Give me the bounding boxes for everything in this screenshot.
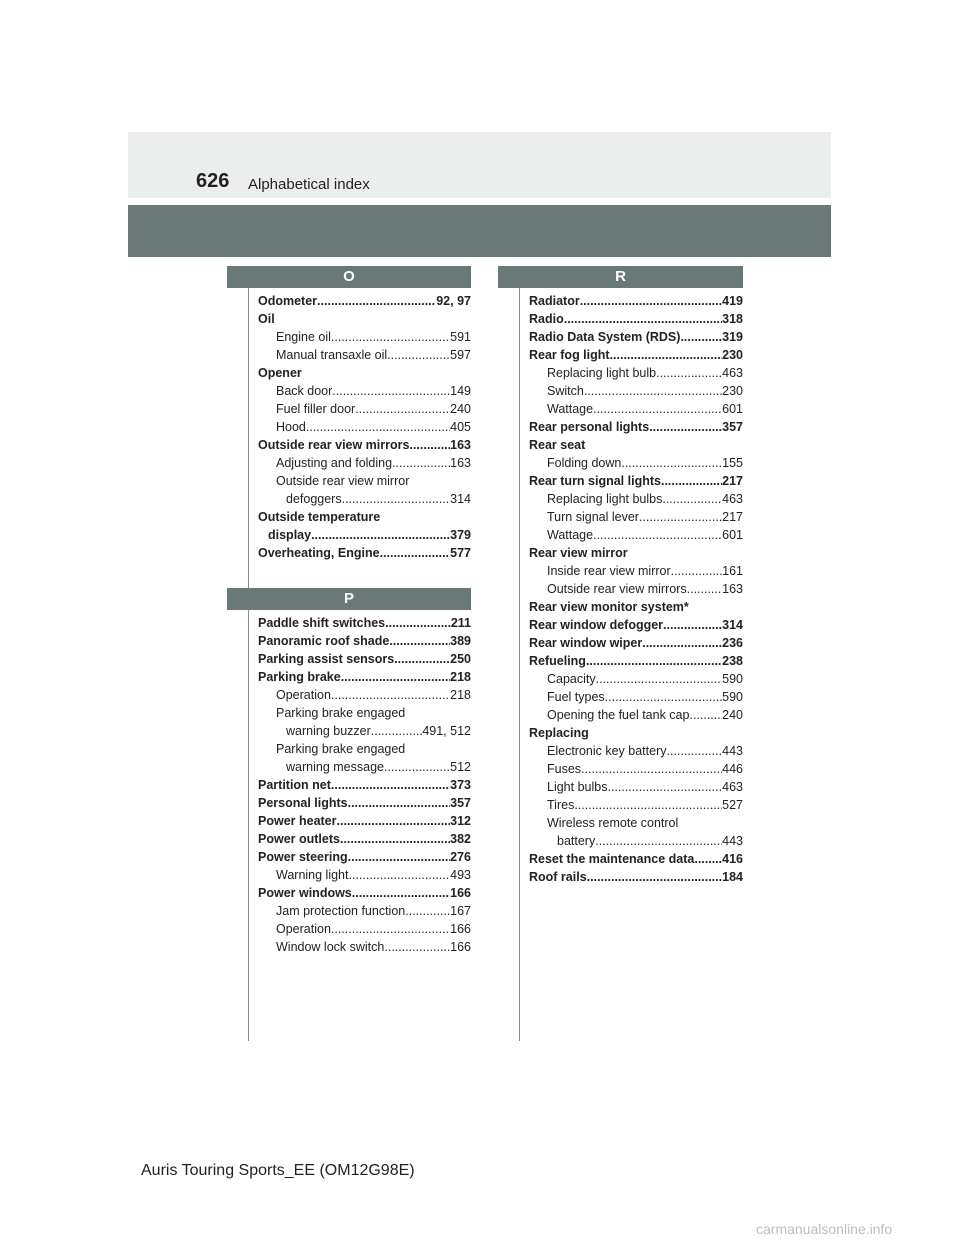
page-reference[interactable]: 379	[450, 528, 471, 542]
index-term: warning buzzer	[286, 724, 371, 738]
index-term: Rear personal lights	[529, 420, 650, 434]
index-entry[interactable]	[529, 868, 743, 886]
dot-leader	[564, 310, 722, 328]
page-reference[interactable]: 357	[722, 420, 743, 434]
dot-leader	[342, 490, 451, 508]
page-reference[interactable]: 318	[722, 312, 743, 326]
page-reference[interactable]: 405	[450, 420, 471, 434]
header-title: Alphabetical index	[248, 176, 370, 193]
index-subentry-continued[interactable]	[258, 490, 471, 508]
index-term: Power heater	[258, 814, 337, 828]
index-term: Hood	[276, 420, 306, 434]
dot-leader	[639, 508, 722, 526]
index-subentry	[258, 704, 471, 722]
index-subentry[interactable]	[529, 760, 743, 778]
index-subentry	[258, 740, 471, 758]
index-subentry-continued[interactable]	[529, 832, 743, 850]
index-term: Fuel types	[547, 690, 605, 704]
dot-leader	[384, 758, 450, 776]
index-entry[interactable]	[258, 650, 471, 668]
page-reference[interactable]: 590	[722, 672, 743, 686]
index-term: Engine oil	[276, 330, 331, 344]
dot-leader	[341, 668, 450, 686]
index-term: Panoramic roof shade	[258, 634, 390, 648]
dot-leader	[689, 706, 722, 724]
section-r-entries	[498, 292, 743, 886]
page-reference[interactable]: 218	[450, 688, 471, 702]
dot-leader	[667, 742, 723, 760]
index-term: Rear seat	[529, 438, 586, 452]
page-reference[interactable]: 161	[722, 564, 743, 578]
dot-leader	[587, 868, 722, 886]
index-term: Outside temperature	[258, 510, 381, 524]
page-reference[interactable]: 463	[722, 492, 743, 506]
index-subentry	[529, 814, 743, 832]
index-subentry[interactable]	[529, 490, 743, 508]
index-entry	[258, 364, 471, 382]
dot-leader	[387, 346, 450, 364]
dot-leader	[662, 490, 722, 508]
index-subentry[interactable]	[529, 400, 743, 418]
page-reference[interactable]: 166	[450, 922, 471, 936]
dot-leader	[405, 902, 450, 920]
page-reference[interactable]: 211	[450, 616, 471, 630]
index-term: Radio Data System (RDS)	[529, 330, 681, 344]
page-reference[interactable]: 314	[722, 618, 743, 632]
dot-leader	[596, 670, 723, 688]
page-reference[interactable]: 443	[722, 834, 743, 848]
index-subentry[interactable]	[258, 866, 471, 884]
index-entry[interactable]	[529, 346, 743, 364]
page-reference[interactable]: 601	[722, 528, 743, 542]
index-entry[interactable]	[529, 634, 743, 652]
dot-leader	[593, 526, 722, 544]
index-term: Outside rear view mirrors	[258, 438, 410, 452]
index-subentry-continued[interactable]	[258, 722, 471, 740]
index-term: Reset the maintenance data	[529, 852, 695, 866]
index-term: Rear window defogger	[529, 618, 664, 632]
page-reference[interactable]: 163	[450, 456, 471, 470]
section-p-entries	[227, 614, 471, 956]
index-subentry-continued[interactable]	[258, 758, 471, 776]
page-reference[interactable]: 357	[450, 796, 471, 810]
dot-leader	[331, 776, 450, 794]
section-header-r: R	[498, 266, 743, 288]
page-reference[interactable]: 590	[722, 690, 743, 704]
page-reference[interactable]: 163	[722, 582, 743, 596]
page-reference[interactable]: 184	[722, 870, 743, 884]
index-term: Adjusting and folding	[276, 456, 393, 470]
dot-leader	[663, 616, 722, 634]
dot-leader	[348, 848, 451, 866]
index-term: Turn signal lever	[547, 510, 639, 524]
index-entry[interactable]	[258, 812, 471, 830]
index-term: Rear fog light	[529, 348, 610, 362]
dot-leader	[392, 454, 450, 472]
index-subentry[interactable]	[258, 328, 471, 346]
index-term: Rear view monitor system*	[529, 600, 689, 614]
page-reference[interactable]: 217	[722, 474, 743, 488]
index-term: Outside rear view mirrors	[547, 582, 687, 596]
dot-leader	[337, 812, 451, 830]
index-subentry[interactable]	[529, 742, 743, 760]
page-reference[interactable]: 577	[450, 546, 471, 560]
page-reference[interactable]: 167	[450, 904, 471, 918]
index-term: Jam protection function	[276, 904, 406, 918]
index-term: Capacity	[547, 672, 596, 686]
index-subentry[interactable]	[529, 580, 743, 598]
page-reference[interactable]: 218	[450, 670, 471, 684]
index-term: Refueling	[529, 654, 586, 668]
index-subentry[interactable]	[529, 706, 743, 724]
dot-leader	[331, 920, 450, 938]
header-dark-band	[128, 205, 831, 257]
dot-leader	[680, 328, 722, 346]
page-reference[interactable]: 416	[722, 852, 743, 866]
index-term: Paddle shift switches	[258, 616, 386, 630]
index-term: Oil	[258, 312, 275, 326]
index-term: Opening the fuel tank cap	[547, 708, 690, 722]
index-term: warning message	[286, 760, 384, 774]
index-entry	[529, 544, 743, 562]
page-reference[interactable]: 493	[450, 868, 471, 882]
dot-leader	[607, 778, 722, 796]
index-entry[interactable]	[258, 884, 471, 902]
dot-leader	[331, 328, 450, 346]
index-entry	[529, 598, 743, 616]
dot-leader	[340, 830, 450, 848]
header-band	[128, 132, 831, 198]
dot-leader	[385, 614, 451, 632]
footer-model: Auris Touring Sports_EE (OM12G98E)	[141, 1162, 415, 1179]
section-header-o: O	[227, 266, 471, 288]
index-term: Odometer	[258, 294, 318, 308]
index-entry[interactable]	[529, 472, 743, 490]
page-reference[interactable]: 601	[722, 402, 743, 416]
page-reference[interactable]: 512	[450, 760, 471, 774]
index-subentry[interactable]	[529, 526, 743, 544]
page-reference[interactable]: 250	[450, 652, 471, 666]
index-term: Wattage	[547, 402, 594, 416]
dot-leader	[409, 436, 450, 454]
index-term: Window lock switch	[276, 940, 385, 954]
index-term: Wattage	[547, 528, 594, 542]
index-term: Folding down	[547, 456, 622, 470]
page-reference[interactable]: 236	[722, 636, 743, 650]
index-term: display	[268, 528, 312, 542]
dot-leader	[580, 292, 722, 310]
watermark: carmanualsonline.info	[756, 1221, 893, 1237]
index-term: Inside rear view mirror	[547, 564, 671, 578]
index-term: Replacing light bulbs	[547, 492, 663, 506]
index-entry[interactable]	[258, 614, 471, 632]
dot-leader	[574, 796, 722, 814]
index-entry[interactable]	[529, 310, 743, 328]
index-term: Opener	[258, 366, 302, 380]
page-reference[interactable]: 230	[722, 384, 743, 398]
page-reference[interactable]: 240	[450, 402, 471, 416]
dot-leader	[656, 364, 722, 382]
index-term: Fuel filler door	[276, 402, 356, 416]
index-subentry[interactable]	[258, 346, 471, 364]
dot-leader	[581, 760, 722, 778]
index-subentry[interactable]	[258, 902, 471, 920]
index-entry[interactable]	[258, 436, 471, 454]
index-subentry[interactable]	[529, 364, 743, 382]
page-reference[interactable]: 314	[450, 492, 471, 506]
section-header-p: P	[227, 588, 471, 610]
page-reference[interactable]: 163	[450, 438, 471, 452]
index-entry[interactable]	[258, 830, 471, 848]
dot-leader	[642, 634, 722, 652]
index-entry[interactable]	[529, 652, 743, 670]
index-term: Parking brake engaged	[276, 706, 406, 720]
index-subentry[interactable]	[258, 920, 471, 938]
page-reference[interactable]: 591	[450, 330, 471, 344]
page-reference[interactable]: 463	[722, 780, 743, 794]
index-entry[interactable]	[258, 632, 471, 650]
dot-leader	[610, 346, 723, 364]
page-reference[interactable]: 389	[450, 634, 471, 648]
index-term: Fuses	[547, 762, 582, 776]
page-reference[interactable]: 463	[722, 366, 743, 380]
index-term: battery	[557, 834, 596, 848]
dot-leader	[355, 400, 450, 418]
index-entry[interactable]	[258, 544, 471, 562]
index-subentry[interactable]	[529, 778, 743, 796]
index-term: Electronic key battery	[547, 744, 667, 758]
index-entry	[529, 724, 743, 742]
index-term: Power steering	[258, 850, 348, 864]
index-subentry	[258, 472, 471, 490]
page-reference[interactable]: 597	[450, 348, 471, 362]
index-term: Wireless remote control	[547, 816, 679, 830]
page-reference[interactable]: 382	[450, 832, 471, 846]
index-subentry[interactable]	[529, 382, 743, 400]
page-reference[interactable]: 373	[450, 778, 471, 792]
index-subentry[interactable]	[258, 382, 471, 400]
dot-leader	[605, 688, 722, 706]
index-term: Radiator	[529, 294, 580, 308]
index-term: Partition net	[258, 778, 331, 792]
page-reference[interactable]: 240	[722, 708, 743, 722]
dot-leader	[661, 472, 722, 490]
page-number: 626	[196, 170, 230, 192]
dot-leader	[586, 652, 722, 670]
page-reference[interactable]: 217	[722, 510, 743, 524]
index-term: Rear window wiper	[529, 636, 643, 650]
index-subentry[interactable]	[258, 418, 471, 436]
index-term: Personal lights	[258, 796, 348, 810]
dot-leader	[384, 938, 450, 956]
dot-leader	[593, 400, 722, 418]
page-reference[interactable]: 319	[722, 330, 743, 344]
index-term: Replacing light bulb	[547, 366, 657, 380]
page-reference[interactable]: 527	[722, 798, 743, 812]
index-entry[interactable]	[529, 328, 743, 346]
index-subentry[interactable]	[529, 454, 743, 472]
index-entry[interactable]	[258, 776, 471, 794]
dot-leader	[352, 884, 450, 902]
page-reference[interactable]: 312	[450, 814, 471, 828]
index-term: Back door	[276, 384, 333, 398]
index-entry[interactable]	[258, 794, 471, 812]
index-column-right	[498, 266, 743, 886]
page-reference[interactable]: 166	[450, 940, 471, 954]
index-subentry[interactable]	[258, 400, 471, 418]
dot-leader	[317, 292, 436, 310]
index-term: Radio	[529, 312, 564, 326]
dot-leader	[649, 418, 722, 436]
index-term: Parking brake engaged	[276, 742, 406, 756]
dot-leader	[595, 832, 722, 850]
index-entry[interactable]	[529, 292, 743, 310]
index-term: Outside rear view mirror	[276, 474, 410, 488]
index-term: Manual transaxle oil	[276, 348, 388, 362]
index-term: Switch	[547, 384, 584, 398]
index-term: Tires	[547, 798, 575, 812]
dot-leader	[394, 650, 450, 668]
dot-leader	[584, 382, 722, 400]
index-subentry[interactable]	[529, 670, 743, 688]
dot-leader	[621, 454, 722, 472]
index-term: Power windows	[258, 886, 352, 900]
index-term: Roof rails	[529, 870, 587, 884]
index-term: Operation	[276, 688, 331, 702]
index-term: Warning light	[276, 868, 349, 882]
index-term: Rear view mirror	[529, 546, 628, 560]
index-entry	[258, 310, 471, 328]
index-entry[interactable]	[258, 668, 471, 686]
index-term: Power outlets	[258, 832, 340, 846]
dot-leader	[371, 722, 423, 740]
page-reference[interactable]: 238	[722, 654, 743, 668]
page-reference[interactable]: 166	[450, 886, 471, 900]
page-reference[interactable]: 443	[722, 744, 743, 758]
page-reference[interactable]: 230	[722, 348, 743, 362]
dot-leader	[332, 382, 450, 400]
index-entry	[258, 508, 471, 526]
dot-leader	[380, 544, 451, 562]
index-subentry[interactable]	[529, 562, 743, 580]
section-o-entries	[227, 292, 471, 562]
index-entry[interactable]	[529, 616, 743, 634]
index-term: Operation	[276, 922, 331, 936]
index-entry[interactable]	[529, 850, 743, 868]
dot-leader	[349, 866, 451, 884]
index-column-left	[227, 266, 471, 956]
index-subentry[interactable]	[258, 454, 471, 472]
index-subentry[interactable]	[258, 686, 471, 704]
index-subentry[interactable]	[529, 796, 743, 814]
index-term: defoggers	[286, 492, 342, 506]
index-term: Overheating, Engine	[258, 546, 380, 560]
index-term: Light bulbs	[547, 780, 608, 794]
dot-leader	[311, 526, 450, 544]
index-subentry[interactable]	[258, 938, 471, 956]
page-reference[interactable]: 92, 97	[436, 294, 471, 308]
page-reference[interactable]: 446	[722, 762, 743, 776]
page-reference[interactable]: 155	[722, 456, 743, 470]
page-reference[interactable]: 149	[450, 384, 471, 398]
index-subentry[interactable]	[529, 508, 743, 526]
dot-leader	[348, 794, 451, 812]
index-entry	[529, 436, 743, 454]
dot-leader	[694, 850, 722, 868]
index-term: Parking assist sensors	[258, 652, 395, 666]
index-term: Replacing	[529, 726, 589, 740]
index-term: Parking brake	[258, 670, 341, 684]
dot-leader	[687, 580, 723, 598]
index-entry-continued[interactable]	[258, 526, 471, 544]
dot-leader	[671, 562, 723, 580]
dot-leader	[331, 686, 450, 704]
index-entry[interactable]	[529, 418, 743, 436]
index-entry[interactable]	[258, 292, 471, 310]
dot-leader	[306, 418, 450, 436]
index-subentry[interactable]	[529, 688, 743, 706]
index-term: Rear turn signal lights	[529, 474, 661, 488]
index-entry[interactable]	[258, 848, 471, 866]
page-reference[interactable]: 276	[450, 850, 471, 864]
dot-leader	[389, 632, 450, 650]
page-reference[interactable]: 491, 512	[422, 724, 471, 738]
page-reference[interactable]: 419	[722, 294, 743, 308]
